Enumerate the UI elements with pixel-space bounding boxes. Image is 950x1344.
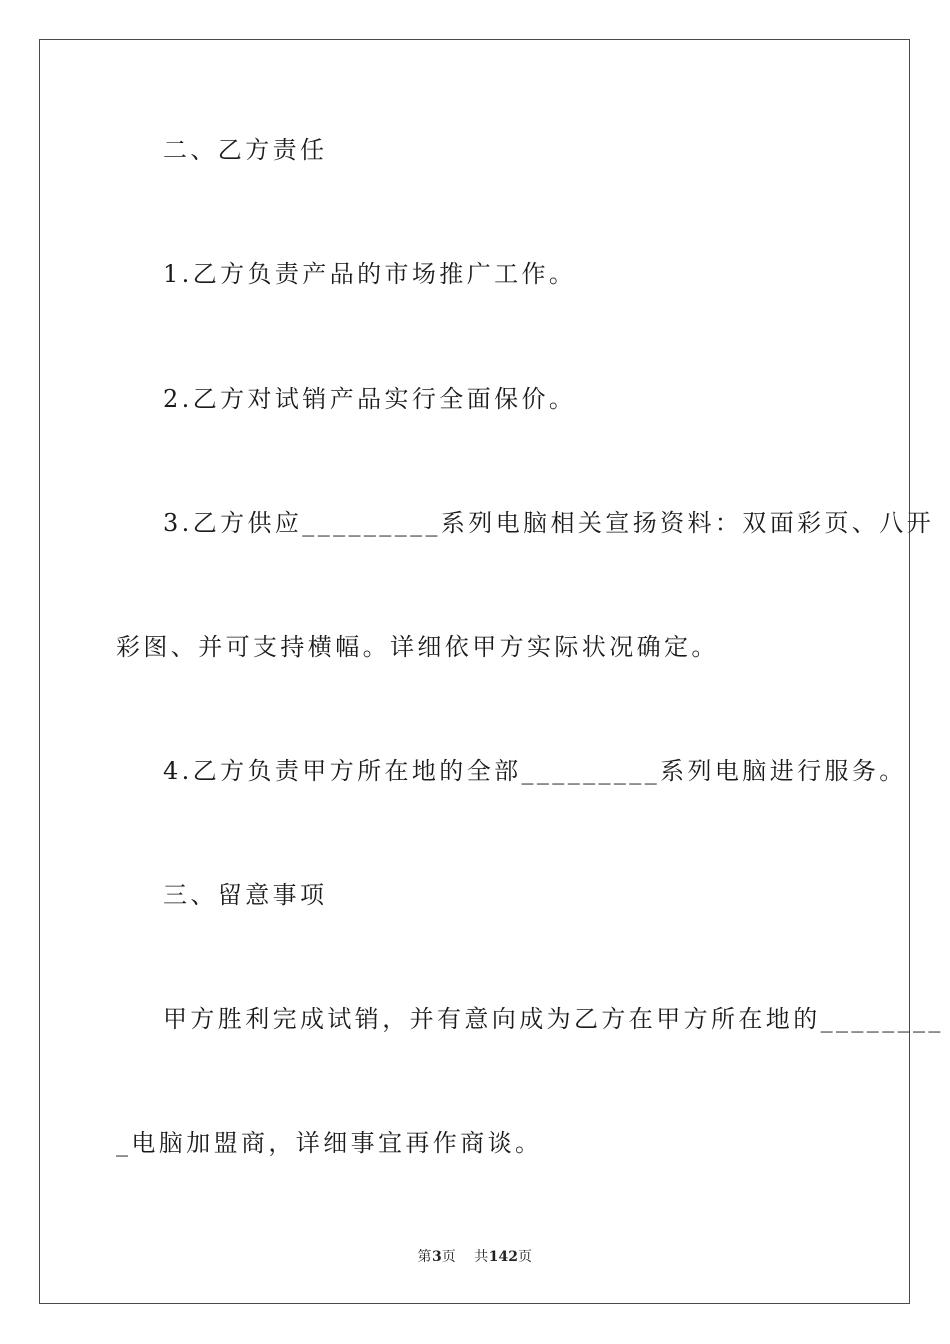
- footer-page-prefix: 第: [417, 1249, 432, 1265]
- footer-total-prefix: 共: [474, 1249, 489, 1265]
- clause-2-2: 2.乙方对试销产品实行全面保价。: [163, 385, 577, 413]
- page-frame: [39, 39, 910, 1304]
- page-footer: [0, 1246, 950, 1266]
- clause-2-1: 1.乙方负责产品的市场推广工作。: [163, 260, 577, 288]
- footer-page-suffix: 页: [441, 1249, 457, 1265]
- footer-page-number: 3: [432, 1249, 442, 1265]
- clause-2-3-continued: 彩图、并可支持横幅。详细依甲方实际状况确定。: [116, 633, 719, 661]
- clause-2-4: 4.乙方负责甲方所在地的全部_________系列电脑进行服务。: [163, 757, 907, 785]
- footer-total-suffix: 页: [517, 1249, 533, 1265]
- clause-2-3: 3.乙方供应_________系列电脑相关宣扬资料：双面彩页、八开: [163, 509, 935, 537]
- footer-total-number: 142: [488, 1249, 518, 1265]
- section-3-paragraph-continued: _电脑加盟商，详细事宜再作商谈。: [116, 1129, 543, 1157]
- heading-section-2: 二、乙方责任: [163, 136, 328, 164]
- heading-section-3: 三、留意事项: [163, 881, 328, 909]
- section-3-paragraph: 甲方胜利完成试销，并有意向成为乙方在甲方所在地的________: [163, 1005, 944, 1033]
